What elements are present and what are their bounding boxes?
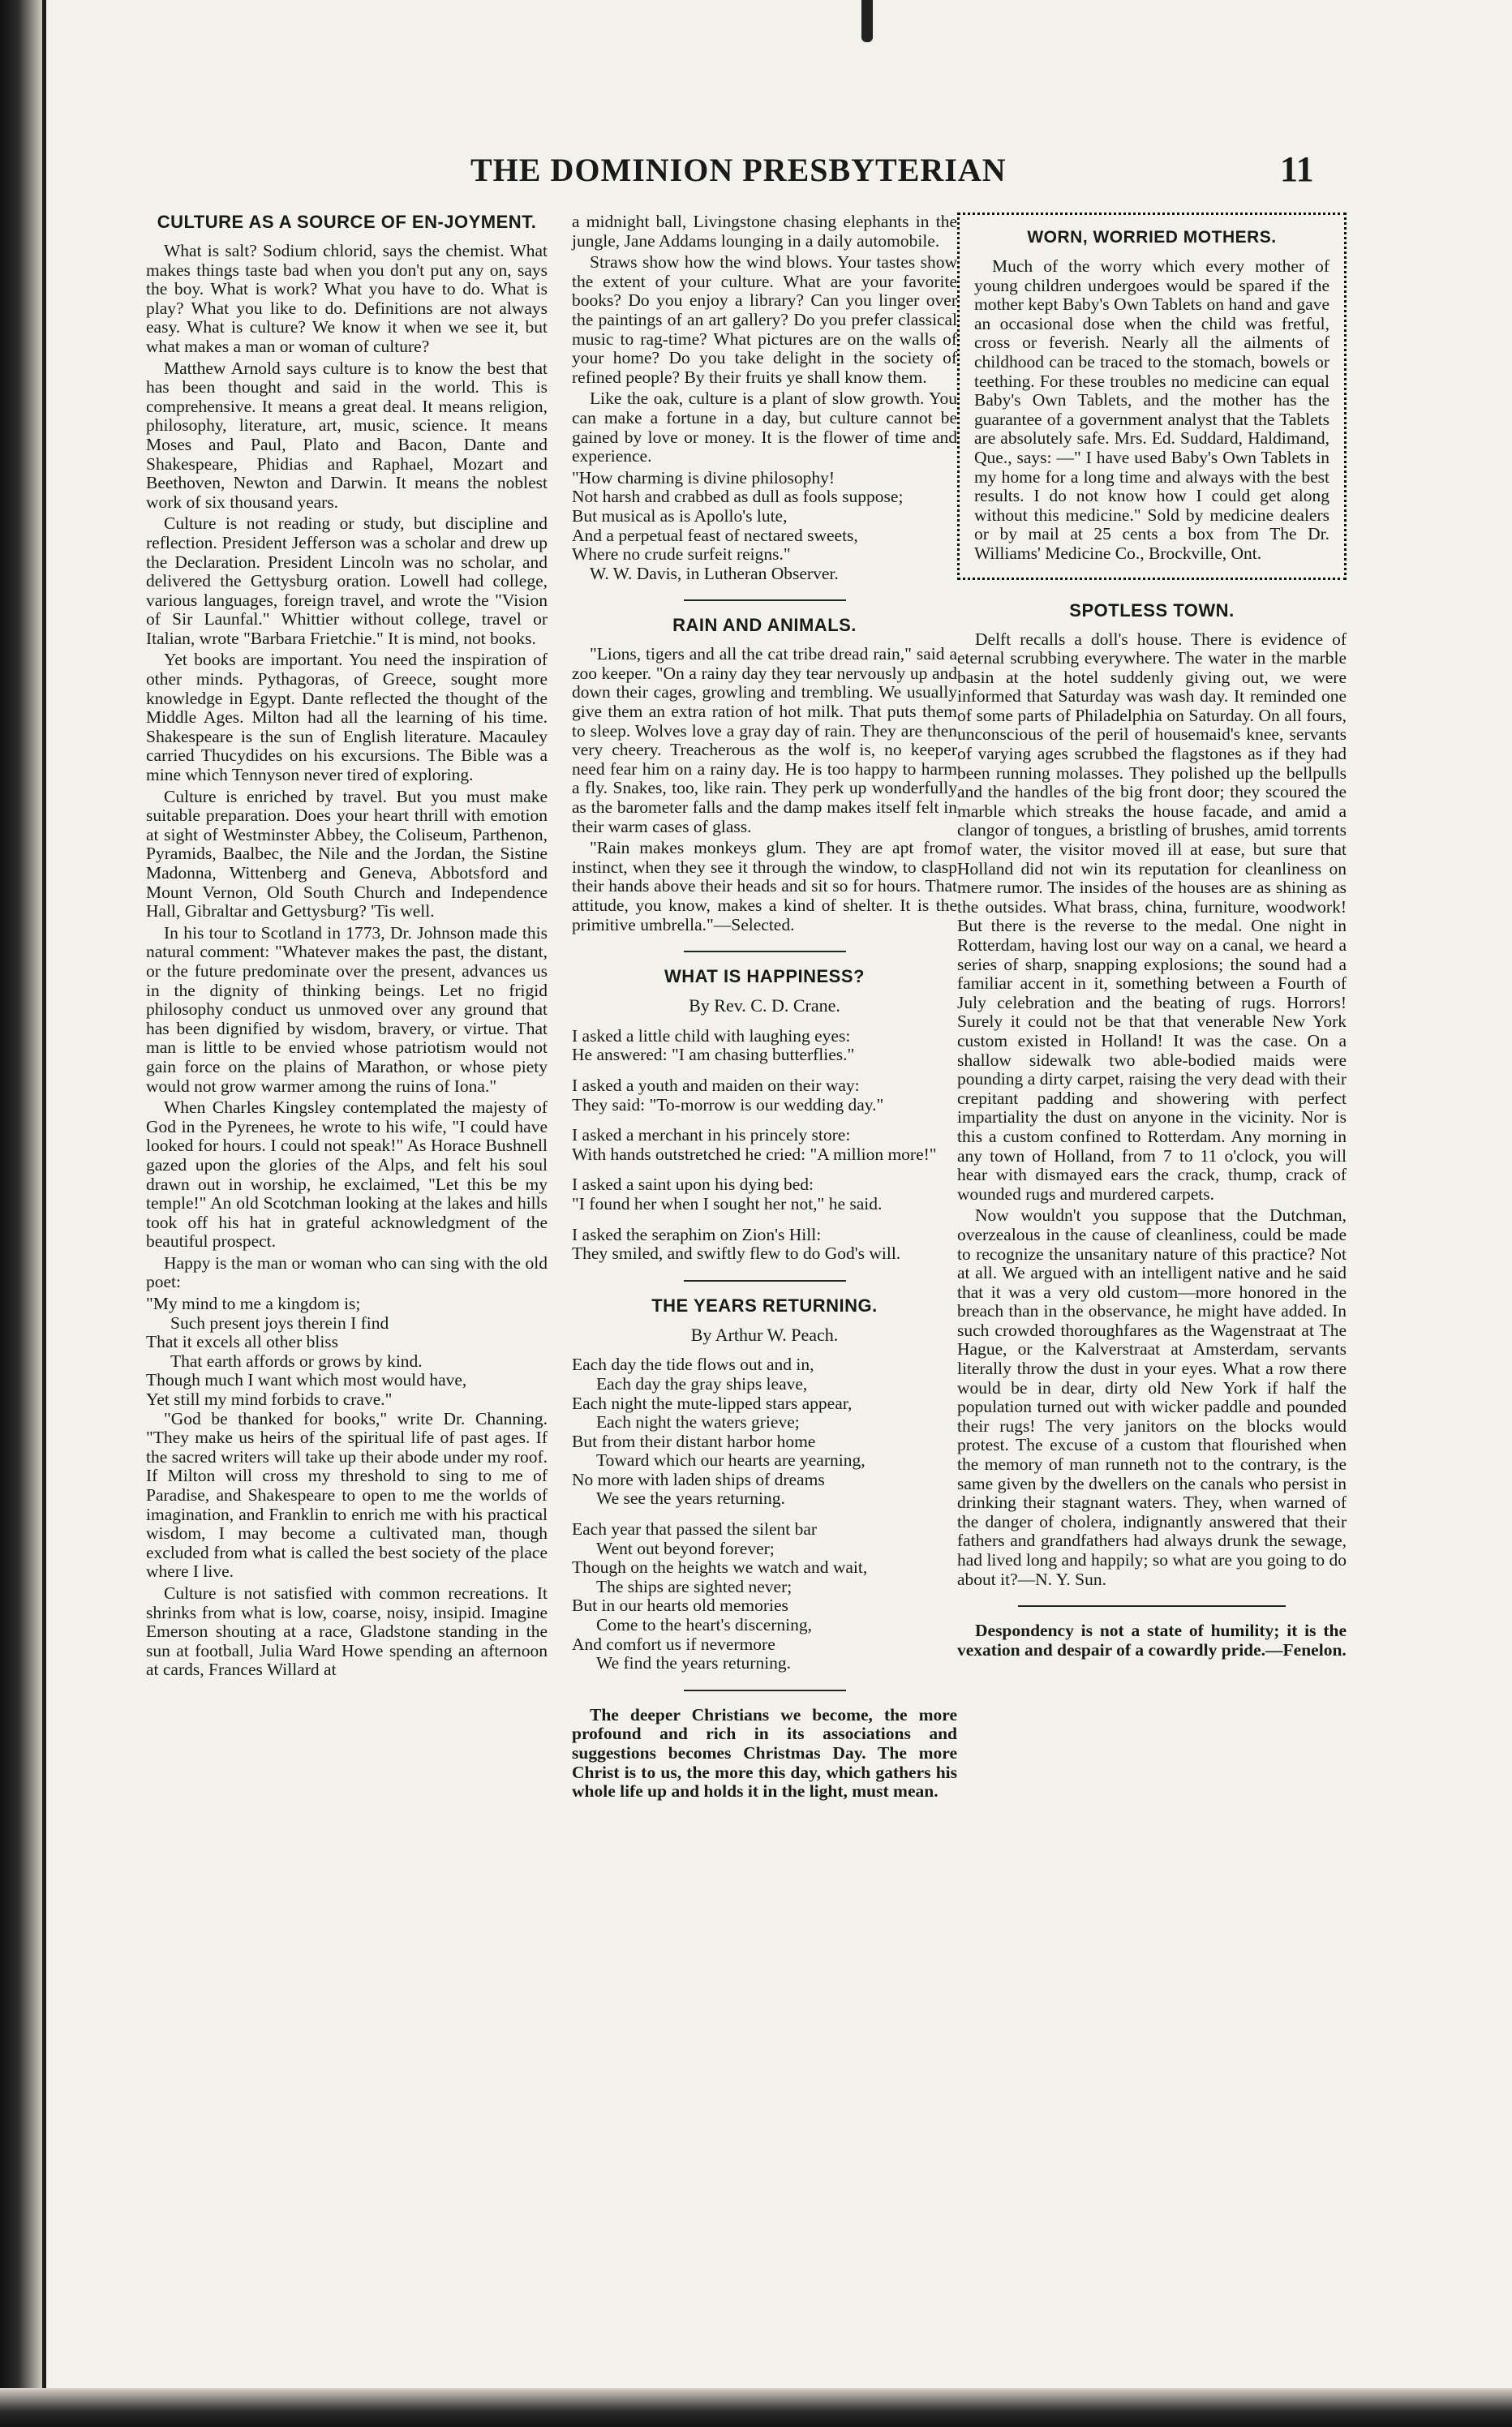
verse-line: Where no crude surfeit reigns."	[572, 544, 791, 565]
paragraph: When Charles Kingsley contemplated the majesty of God in the Pyrenees, he wrote to his wife, "I could have looked for hours. I could not speak!" As Horace Bushnell gazed upon the glories of the Alps, and felt his soul drawn out in worship, he exclaimed, "Let this be my temple!" An old Scotchman looking at the lakes and hills took off his hat in grateful acknowledgment of the beautiful prospect.	[146, 1098, 548, 1252]
stanza	[572, 1226, 957, 1264]
poem-happiness	[572, 1027, 957, 1264]
verse-line: The ships are sighted never;	[596, 1576, 793, 1596]
article-title-happiness: WHAT IS HAPPINESS?	[664, 966, 865, 987]
verse-line: I asked a youth and maiden on their way:	[572, 1075, 860, 1095]
verse-line: But in our hearts old memories	[572, 1596, 788, 1616]
paragraph: "Rain makes monkeys glum. They are apt from instinct, when they see it through the window, to clasp their hands above their heads and sit so for hours. That attitude, you know, makes a kind of shelter. It is the primitive umbrella."—Selected.	[572, 838, 957, 934]
page-left-rule	[42, 0, 46, 2427]
paragraph: Culture is not reading or study, but discipline and reflection. President Jefferson was a scholar and drew up the Declaration. President Lincoln was no scholar, and delivered the Gettysburg oration. Lowell had college, various languages, foreign travel, and wrote the "Vision of Sir Launfal." Whittier without college, travel or Italian, wrote "Barbara Frietchie." It is mind, not books.	[146, 513, 548, 648]
paragraph: Like the oak, culture is a plant of slow growth. You can make a fortune in a day, but culture cannot be gained by love or money. It is the flower of time and experience.	[572, 389, 957, 466]
paragraph: Now wouldn't you suppose that the Dutchman, overzealous in the cause of cleanliness, could be made to recognize the unsanitary nature of this practice? Not at all. We argued with an intelligent native and he said that it was a very old custom—more honored in the breach than in the observance, he might have added. In such crowded thoroughfares as the Wagenstraat at The Hague, or the Kalverstraat at Amsterdam, servants literally throw the dust in your eyes. What a row there would be in dear, dirty old New York if half the population turned out with wicker paddle and pounded their rugs! The very janitors on the blocks would protest. The excuse of a custom that flourished when the memory of man runneth not to the contrary, is the same given by the dwellers on the canals who persist in drinking their stagnant waters. They, when warned of the danger of cholera, indignantly answered that their fathers and grandfathers had always drunk the sewage, had lived long and happily; so what are you going to do about it?—N. Y. Sun.	[957, 1205, 1347, 1589]
verse-line: I asked a little child with laughing eyes:	[572, 1025, 851, 1046]
byline: By Arthur W. Peach.	[690, 1324, 839, 1345]
paragraph: Happy is the man or woman who can sing with the old poet:	[146, 1252, 548, 1292]
page-header	[470, 151, 1322, 200]
verse-line: Each day the tide flows out and in,	[572, 1355, 814, 1375]
paragraph: What is salt? Sodium chlorid, says the chemist. What makes things taste bad when you don't put any on, says the boy. What is work? What you have to do. What is play? What you like to do. Definitions are not always easy. What is culture? We know it when we see it, but what makes a man or woman of culture?	[146, 241, 548, 356]
ad-title: WORN, WORRIED MOTHERS.	[1027, 228, 1277, 247]
christmas-paragraph: The deeper Christians we become, the more profound and rich in its associations and suggestions becomes Christmas Day. The more Christ is to us, the more this day, which gathers his whole life up and holds it in the light, must mean.	[572, 1704, 957, 1802]
poem-line: That it excels all other bliss	[146, 1332, 339, 1352]
byline: By Rev. C. D. Crane.	[689, 995, 840, 1016]
verse-line: We find the years returning.	[596, 1653, 792, 1673]
paragraph: "Lions, tigers and all the cat tribe dread rain," said a zoo keeper. "On a rainy day they tear nervously up and down their cages, growling and trembling. We usually give them an extra ration of hot milk. That puts them to sleep. Wolves love a gray day of rain. They are then very cheery. Treacherous as the wolf is, no keeper need fear him on a rainy day. He is too happy to harm a fly. Snakes, too, like rain. They perk up wonderfully as the barometer falls and the damp makes itself felt in their warm cases of glass.	[572, 644, 957, 836]
verse-line: With hands outstretched he cried: "A million more!"	[572, 1144, 937, 1164]
paragraph: Matthew Arnold says culture is to know the best that has been thought and said in the world. This is comprehensive. It means a great deal. It means religion, philosophy, literature, art, music, science. It means Moses and Paul, Plato and Bacon, Dante and Shakespeare, Phidias and Raphael, Mozart and Beethoven, Newton and Darwin. It means the noblest work of six thousand years.	[146, 358, 548, 512]
verse-line: They smiled, and swiftly flew to do God's will.	[572, 1244, 901, 1264]
paragraph: Straws show how the wind blows. Your tastes show the extent of your culture. What are your favorite books? Do you enjoy a library? Can you linger over the paintings of an art gallery? Do you prefer classical music to rag-time? What pictures are on the walls of your home? Do you take delight in the society of refined people? By their fruits ye shall know them.	[572, 252, 957, 387]
verse-line: Though on the heights we watch and wait,	[572, 1557, 868, 1578]
column-1	[146, 213, 548, 1682]
article-title-culture: CULTURE AS A SOURCE OF EN-JOYMENT.	[157, 212, 537, 232]
article-title-spotless: SPOTLESS TOWN.	[1069, 599, 1235, 621]
verse-line: We see the years returning.	[596, 1488, 785, 1509]
quote-verse	[572, 469, 957, 565]
verse-line: But musical as is Apollo's lute,	[572, 505, 788, 526]
verse-line: I asked the seraphim on Zion's Hill:	[572, 1224, 822, 1244]
advertisement-box	[957, 213, 1347, 580]
section-divider	[684, 1690, 846, 1691]
quote-fenelon: Despondency is not a state of humility; it is the vexation and despair of a cowardly pride.—Fenelon.	[957, 1621, 1347, 1660]
poem-line: Such present joys therein I find	[170, 1312, 389, 1333]
stanza	[572, 1520, 957, 1673]
paragraph: Delft recalls a doll's house. There is evidence of eternal scrubbing everywhere. The water in the marble basin at the hotel suddenly giving out, we were informed that Saturday was wash day. It reminded one of some parts of Philadelphia on Saturday. On all fours, unconscious of the peril of housemaid's knee, servants of varying ages scrubbed the flagstones as if they had been running molasses. They polished up the bellpulls and the handles of the big front door; they scoured the marble which streaks the house facade, and amid a clangor of tongues, a bristling of brushes, amid torrents of water, the visitor moved ill at ease, but sure that Holland did not win its reputation for cleanliness on mere rumor. The insides of the houses are as shining as the outsides. What brass, china, furniture, woodwork! But there is the reverse to the medal. One night in Rotterdam, having lost our way on a canal, we heard a series of sharp, snapping explosions; the sound had a familiar accent in it, something between a Fourth of July celebration and the beating of rugs. Horrors! Surely it could not be that that venerable New York custom existed in Holland! It was the case. On a shallow sidewalk two able-bodied maids were pounding a dirty carpet, raising the very dead with their crepitant padding and showering with perfect impartiality the dust on anyone in the vicinity. Nor is this a custom confined to Rotterdam. Any morning in any town of Holland, from 7 to 11 o'clock, you will hear with dismayed ears the crack, thump, crack of wounded rugs and murdered carpets.	[957, 629, 1347, 1204]
verse-line: Each year that passed the silent bar	[572, 1519, 818, 1540]
stanza	[572, 1126, 957, 1164]
stanza	[572, 1076, 957, 1115]
section-divider	[684, 599, 846, 601]
page-number: 11	[1280, 149, 1314, 189]
verse-line: Went out beyond forever;	[596, 1538, 775, 1558]
column-3	[957, 213, 1347, 1662]
verse-line: Each day the gray ships leave,	[596, 1373, 808, 1394]
paragraph: In his tour to Scotland in 1773, Dr. Johnson made this natural comment: "Whatever makes the past, the distant, or the future predominate over the present, advances us in the dignity of thinking beings. Let no frigid philosophy conduct us unmoved over any ground that has been dignified by wisdom, bravery, or virtue. That man is little to be envied whose patriotism would not gain force on the plains of Marathon, or whose piety would not grow warmer among the ruins of Iona."	[146, 922, 548, 1096]
section-divider	[684, 951, 846, 952]
section-divider	[684, 1280, 846, 1282]
verse-line: Not harsh and crabbed as dull as fools suppose;	[572, 487, 904, 507]
article-title-rain: RAIN AND ANIMALS.	[672, 615, 857, 636]
article-signature: W. W. Davis, in Lutheran Observer.	[590, 563, 839, 583]
masthead-title: THE DOMINION PRESBYTERIAN	[470, 152, 1007, 188]
poem-years	[572, 1355, 957, 1673]
stanza	[572, 1175, 957, 1214]
verse-line: Each night the mute-lipped stars appear,	[572, 1393, 853, 1413]
poem-line: Yet still my mind forbids to crave."	[146, 1390, 393, 1410]
poem-line: Though much I want which most would have,	[146, 1370, 467, 1390]
verse-line: No more with laden ships of dreams	[572, 1469, 825, 1489]
verse-line: He answered: "I am chasing butterflies."	[572, 1045, 855, 1065]
verse-line: And a perpetual feast of nectared sweets,	[572, 525, 858, 545]
poem-quote	[146, 1295, 548, 1410]
paragraph: Yet books are important. You need the inspiration of other minds. Pythagoras, of Greece, sought more knowledge in Egypt. Dante reflected the thought of the Middle Ages. Milton had all the learning of his time. Shakespeare is the sun of English literature. Macauley carried Thucydides on his excursions. The Bible was a mine which Tennyson never tired of exploring.	[146, 650, 548, 785]
paragraph: "God be thanked for books," write Dr. Channing. "They make us heirs of the spiritual life of past ages. If the sacred writers will take up their abode under my roof. If Milton will cross my threshold to sing to me of Paradise, and Shakespeare to open to me the worlds of imagination, and Franklin to enrich me with his practical wisdom, I may become a cultivated man, though excluded from what is called the best society of the place where I live.	[146, 1408, 548, 1582]
stanza	[572, 1355, 957, 1509]
ad-text: Much of the worry which every mother of young children undergoes would be spared if the mother kept Baby's Own Tablets on hand and gave an occasional dose when the child was fretful, cross or feverish. Nearly all the ailments of childhood can be traced to the stomach, bowels or teething. For these troubles no medicine can equal Baby's Own Tablets, and the mother has the guarantee of a government analyst that the Tablets are absolutely safe. Mrs. Ed. Suddard, Haldimand, Que., says: —" I have used Baby's Own Tablets in my home for a long time and always with the best results. I do not know how I could get along without this medicine." Sold by medicine dealers or by mail at 25 cents a box from The Dr. Williams' Medicine Co., Brockville, Ont.	[974, 256, 1329, 563]
verse-line: And comfort us if nevermore	[572, 1634, 775, 1654]
poem-line: "My mind to me a kingdom is;	[146, 1294, 361, 1314]
verse-line: Come to the heart's discerning,	[596, 1615, 812, 1635]
verse-line: Toward which our hearts are yearning,	[596, 1450, 866, 1471]
verse-line: They said: "To-morrow is our wedding day."	[572, 1094, 884, 1115]
paragraph: Culture is enriched by travel. But you must make suitable preparation. Does your heart thrill with emotion at sight of Westminster Abbey, the Coliseum, Parthenon, Pyramids, Baalbec, the Nile and the Jordan, the Sistine Madonna, Wittenberg and Geneva, Abbotsford and Mount Vernon, Old South Church and Independence Hall, Gibraltar and Gettysburg? 'Tis well.	[146, 786, 548, 921]
page-edge-dark	[0, 0, 42, 2427]
binding-mark	[861, 0, 873, 42]
verse-line: Each night the waters grieve;	[596, 1412, 800, 1433]
section-divider	[1018, 1605, 1286, 1607]
page-bottom-edge	[0, 2388, 1512, 2427]
verse-line: But from their distant harbor home	[572, 1431, 816, 1451]
verse-line: I asked a saint upon his dying bed:	[572, 1175, 814, 1195]
verse-line: "I found her when I sought her not," he said.	[572, 1193, 883, 1214]
verse-line: I asked a merchant in his princely store:	[572, 1125, 851, 1145]
poem-line: That earth affords or grows by kind.	[170, 1351, 423, 1371]
paragraph: a midnight ball, Livingstone chasing elephants in the jungle, Jane Addams lounging in a daily automobile.	[572, 212, 957, 251]
column-2	[572, 213, 957, 1804]
stanza	[572, 1027, 957, 1065]
paragraph: Culture is not satisfied with common recreations. It shrinks from what is low, coarse, noisy, insipid. Imagine Emerson shouting at a race, Gladstone standing in the sun at football, Julia Ward Howe spending an afternoon at cards, Frances Willard at	[146, 1583, 548, 1680]
article-title-years: THE YEARS RETURNING.	[651, 1295, 878, 1316]
verse-line: "How charming is divine philosophy!	[572, 467, 835, 488]
